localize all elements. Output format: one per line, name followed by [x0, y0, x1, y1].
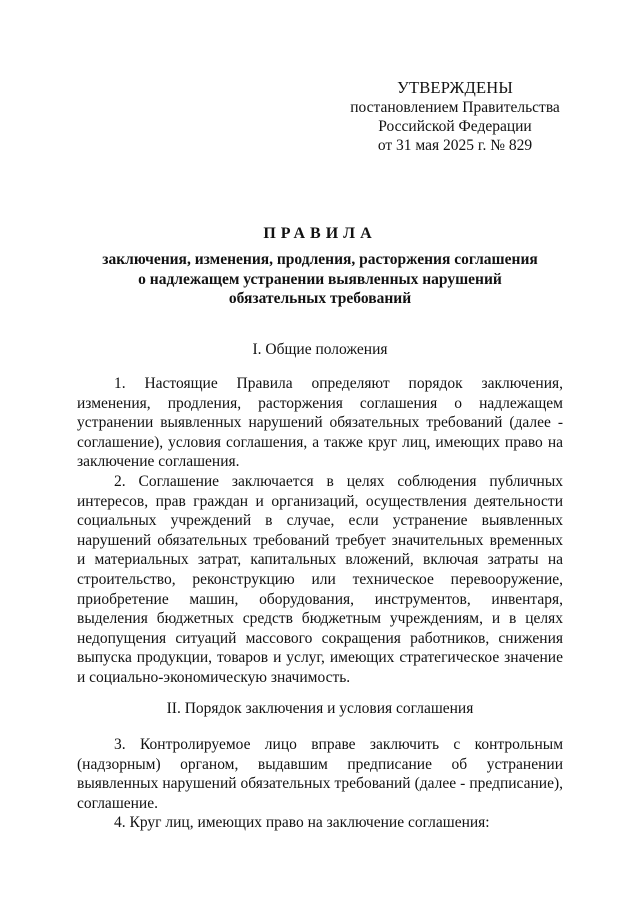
paragraph-number: 3.	[114, 736, 126, 753]
document-subtitle-line-2: о надлежащем устранении выявленных нарушений	[138, 270, 502, 288]
document-title: ПРАВИЛА	[263, 225, 377, 242]
paragraph-text: Контролируемое лицо вправе заключить с контрольным (надзорным) органом, выдавшим предписание об устранении выявленных нарушений обязательных требований (далее - предписание), соглашение.	[77, 736, 563, 812]
paragraph-3	[77, 735, 563, 813]
paragraph-number: 4.	[114, 814, 126, 832]
section-heading-general: I. Общие положения	[252, 341, 388, 358]
approval-line-1: постановлением Правительства	[350, 99, 560, 116]
section-procedure-body	[77, 735, 563, 833]
approval-line-3: от 31 мая 2025 г. № 829	[377, 137, 533, 154]
section-heading-procedure: II. Порядок заключения и условия соглашения	[166, 700, 474, 717]
paragraph-text: Круг лиц, имеющих право на заключение соглашения:	[129, 814, 490, 832]
document-subtitle-line-3: обязательных требований	[228, 290, 412, 307]
paragraph-text: Соглашение заключается в целях соблюдения публичных интересов, прав граждан и организаций, осуществления деятельности социальных учреждений в случае, если устранение выявленных нарушений обязательных требований требует значительных временных и материальных затрат, капитальных вложений, включая затраты на строительство, реконструкцию или техническое перевооружение, приобретение машин, оборудования, инструментов, инвентаря, выделения бюджетных средств бюджетным учреждениям, и в целях недопущения ситуаций массового сокращения работников, снижения выпуска продукции, товаров и услуг, имеющих стратегическое значение и социально-экономическую значимость.	[77, 472, 563, 686]
approval-heading: УТВЕРЖДЕНЫ	[397, 78, 513, 97]
approval-block	[345, 78, 565, 155]
paragraph-4	[77, 813, 563, 833]
paragraph-text: Настоящие Правила определяют порядок заключения, изменения, продления, расторжения соглашения о надлежащем устранении выявленных нарушений обязательных требований (далее - соглашение), условия соглашения, а также круг лиц, имеющих право на заключение соглашения.	[77, 375, 564, 471]
document-title-block	[60, 224, 580, 309]
paragraph-number: 2.	[114, 472, 126, 490]
approval-line-2: Российской Федерации	[378, 118, 532, 135]
paragraph-1	[77, 374, 563, 472]
document-subtitle-line-1: заключения, изменения, продления, расторжения соглашения	[102, 251, 538, 268]
section-general-body	[77, 374, 563, 688]
paragraph-2	[77, 472, 563, 688]
paragraph-number: 1.	[114, 375, 126, 392]
